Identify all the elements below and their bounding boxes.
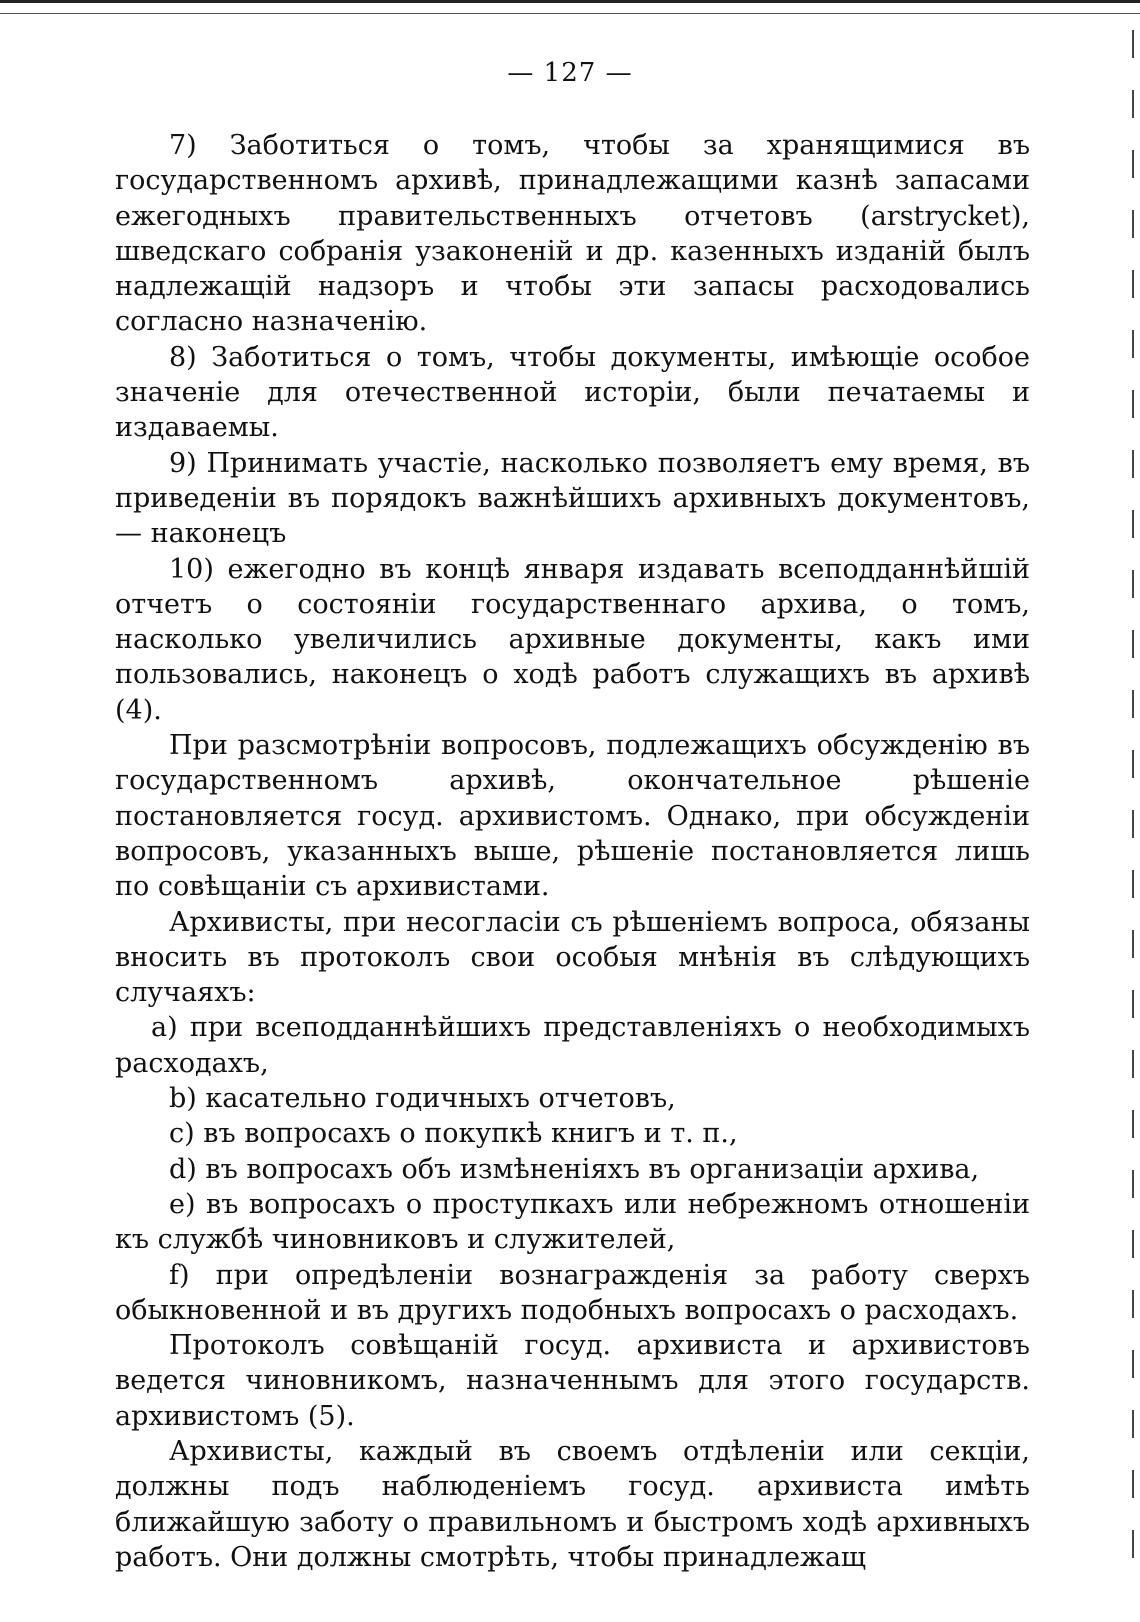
paragraph-decision: При разсмотрѣніи вопросовъ, подлежащихъ обсужденію въ государственномъ архивѣ, окончательное рѣшеніе постановляется госуд. архивистомъ. Однако, при обсужденіи вопросовъ, указанныхъ выше, рѣшеніе постановляется лишь по совѣщаніи съ архивистами. [115,730,1030,903]
paragraph-item-10: 10) ежегодно въ концѣ января издавать всеподданнѣйшій отчетъ о состояніи государственнаго архива, о томъ, насколько увеличились архивные документы, какъ ими пользовались, наконецъ о ходѣ работъ служащихъ въ архивѣ (4). [115,553,1030,726]
list-item-b: b) касательно годичныхъ отчетовъ, [169,1083,676,1115]
document-body [115,128,1030,1575]
paragraph-protocol: Протоколъ совѣщаній госуд. архивиста и архивистовъ ведется чиновникомъ, назначеннымъ для этого государств. архивистомъ (5). [115,1330,1030,1432]
top-border-rule [0,0,1140,14]
list-item-e: e) въ вопросахъ о проступкахъ или небрежномъ отношеніи къ службѣ чиновниковъ и служителей, [115,1188,1030,1256]
paragraph-item-8: 8) Заботиться о томъ, чтобы документы, имѣющіе особое значеніе для отечественной исторіи, были печатаемы и издаваемы. [115,341,1030,444]
right-scan-edge [1132,30,1134,1590]
paragraph-archivists-dissent: Архивисты, при несогласіи съ рѣшеніемъ вопроса, обязаны вносить въ протоколъ свои особыя мнѣнія въ слѣдующихъ случаяхъ: [115,906,1030,1009]
list-item-f: f) при опредѣленіи вознагражденія за работу сверхъ обыкновенной и въ другихъ подобныхъ вопросахъ о расходахъ. [115,1259,1030,1326]
paragraph-item-9: 9) Принимать участіе, насколько позволяетъ ему время, въ приведеніи въ порядокъ важнѣйшихъ архивныхъ документовъ, — наконецъ [115,447,1030,550]
list-item-a: а) при всеподданнѣйшихъ представленіяхъ о необходимыхъ расходахъ, [115,1012,1030,1079]
paragraph-item-7: 7) Заботиться о томъ, чтобы за хранящимися въ государственномъ архивѣ, принадлежащими казнѣ запасами ежегодныхъ правительственныхъ отчетовъ (arstrycket), шведскаго собранія узаконеній и др. казенныхъ изданій былъ надлежащій надзоръ и чтобы эти запасы расходовались согласно назначенію. [115,130,1030,338]
list-item-d: d) въ вопросахъ объ измѣненіяхъ въ организаціи архива, [169,1153,980,1185]
page-number: — 127 — [507,58,633,88]
list-item-c: c) въ вопросахъ о покупкѣ книгъ и т. п., [169,1118,738,1150]
paragraph-archivists-duty: Архивисты, каждый въ своемъ отдѣленіи или секціи, должны подъ наблюденіемъ госуд. архивиста имѣть ближайшую заботу о правильномъ и быстромъ ходѣ архивныхъ работъ. Они должны смотрѣть, чтобы принадлежащ [115,1435,1030,1573]
